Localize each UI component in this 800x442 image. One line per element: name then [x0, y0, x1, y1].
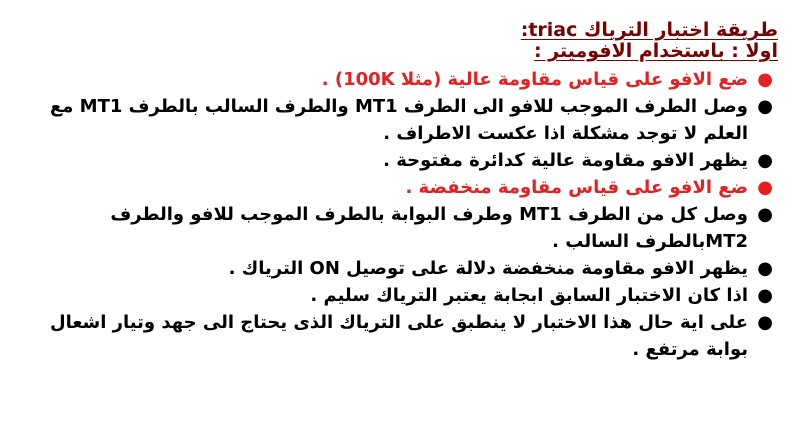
- bullet-icon: ●: [757, 69, 773, 90]
- bullet-icon: ●: [757, 204, 773, 225]
- list-item-text: ضع الافو على قياس مقاومة عالية (مثلا 100K) .: [321, 69, 748, 90]
- list-item: [30, 174, 778, 201]
- list-item-text: على اية حال هذا الاختبار لا ينطبق على الترياك الذى يحتاج الى جهد وتيار اشعال بوابة مرتفع .: [49, 312, 748, 360]
- list-item: [30, 309, 778, 363]
- bullet-icon: ●: [757, 258, 773, 279]
- list-item: [30, 282, 778, 309]
- list-item-text: ضع الافو على قياس مقاومة منخفضة .: [405, 177, 748, 198]
- list-item: [30, 255, 778, 282]
- bullet-icon: ●: [757, 177, 773, 198]
- list-item-text: يظهر الافو مقاومة عالية كدائرة مفتوحة .: [383, 150, 748, 171]
- list-item-text: وصل الطرف الموجب للافو الى الطرف MT1 والطرف السالب بالطرف MT1 مع العلم لا توجد مشكلة اذا عكست الاطراف .: [49, 96, 748, 144]
- list-item: [30, 93, 778, 147]
- bullet-icon: ●: [757, 96, 773, 117]
- list-item: [30, 201, 778, 255]
- bullet-icon: ●: [757, 150, 773, 171]
- bullet-icon: ●: [757, 312, 773, 333]
- list-item-text: وصل كل من الطرف MT1 وطرف البوابة بالطرف الموجب للافو والطرف MT2بالطرف السالب .: [110, 204, 748, 252]
- list-item-text: اذا كان الاختبار السابق ابجابة يعتبر الترياك سليم .: [310, 285, 748, 306]
- list-item-text: يظهر الافو مقاومة منخفضة دلالة على توصيل ON الترياك .: [228, 258, 748, 279]
- section-heading: اولا : باستخدام الافوميتر :: [533, 40, 778, 62]
- bullet-icon: ●: [757, 285, 773, 306]
- bullet-list: [30, 66, 778, 363]
- document-title: طريقة اختبار الترياك triac:: [520, 19, 778, 41]
- list-item: [30, 66, 778, 93]
- list-item: [30, 147, 778, 174]
